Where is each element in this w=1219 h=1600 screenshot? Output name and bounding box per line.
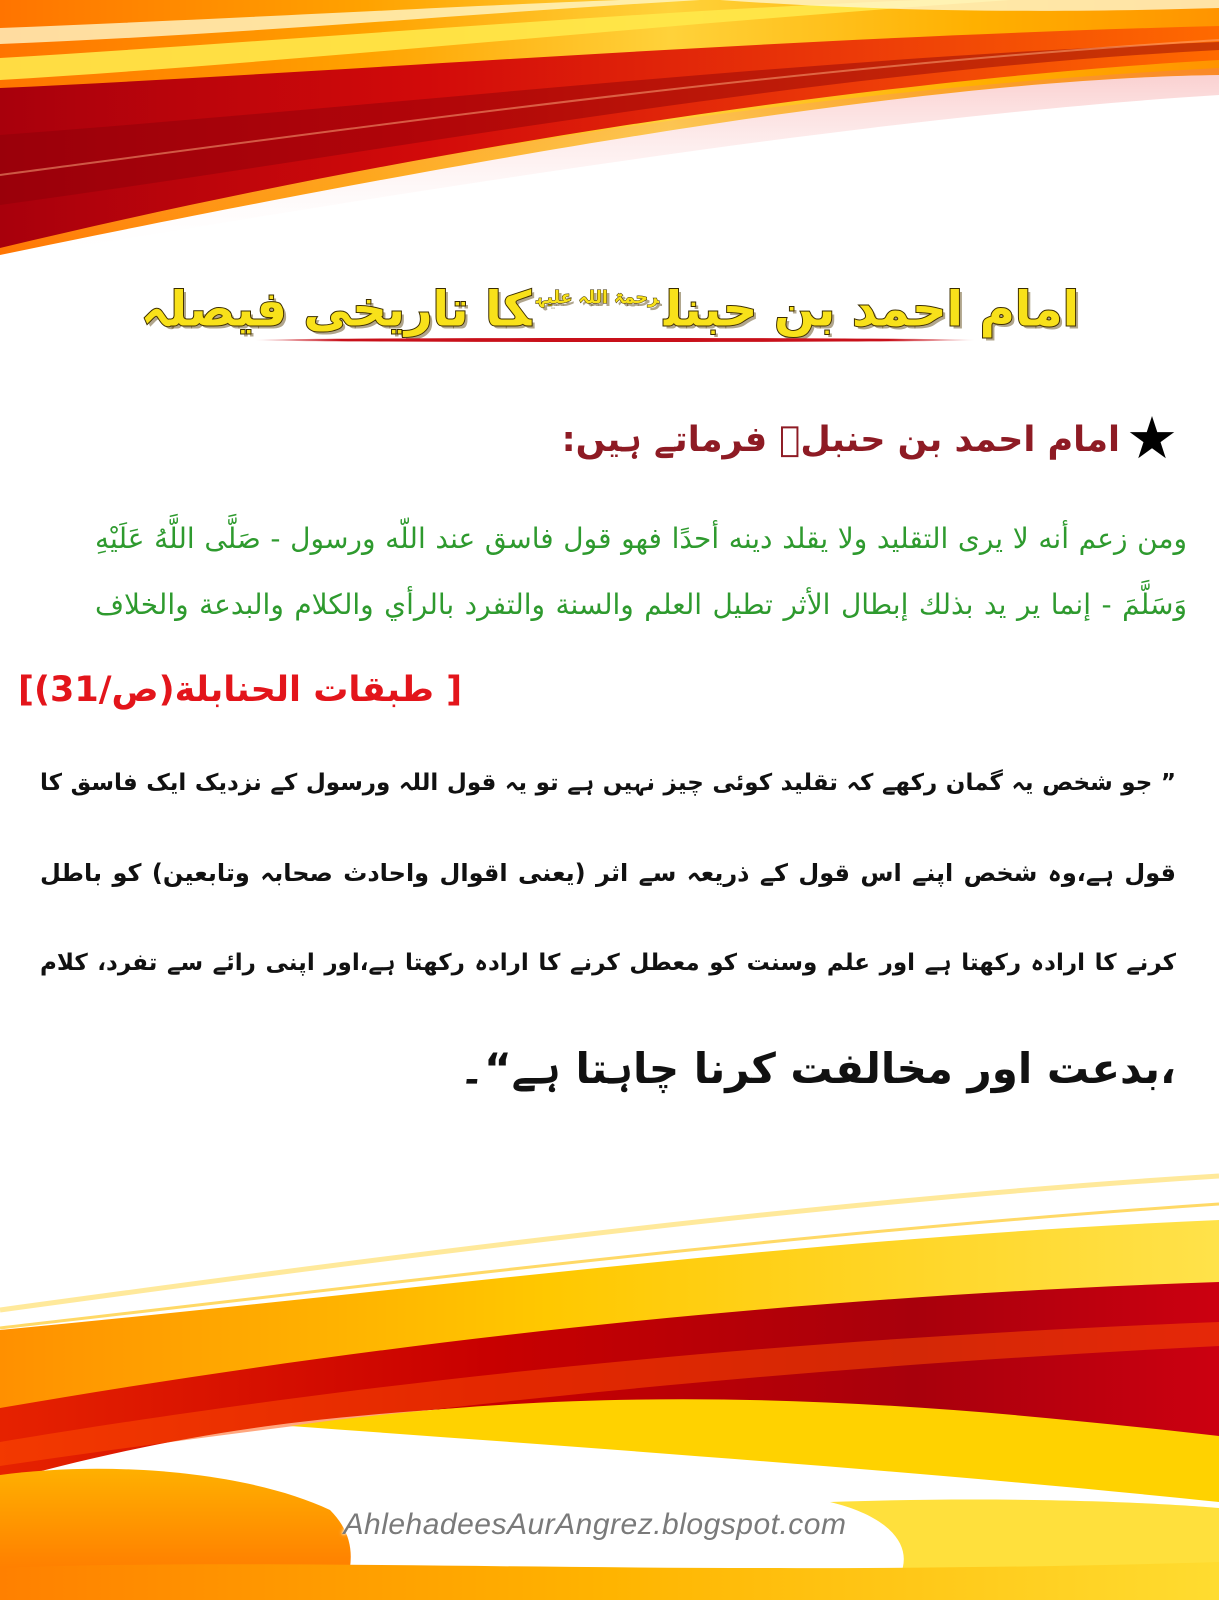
footer-website: AhlehadeesAurAngrez.blogspot.com xyxy=(343,1508,847,1541)
urdu-translation-line: ،بدعت اور مخالفت کرنا چاہتا ہے“۔ xyxy=(459,1044,1176,1093)
source-reference: [ طبقات الحنابلة(ص/31)] xyxy=(18,670,463,710)
star-icon xyxy=(1122,398,1182,478)
title-honorific: رحمۃ اللہ علیہ xyxy=(536,288,659,308)
title-underline xyxy=(255,338,975,342)
top-decorative-swoosh xyxy=(0,0,1219,260)
poster-title xyxy=(140,252,1080,344)
arabic-quote-line: وَسَلَّمَ - إنما ير يد بذلك إبطال الأثر تطيل العلم والسنة والتفرد بالرأي والكلام والبدعة والخلاف xyxy=(95,588,1187,621)
section-heading: امام احمد بن حنبلؒ فرماتے ہیں: xyxy=(561,420,1120,460)
urdu-translation-line: کرنے کا ارادہ رکھتا ہے اور علم وسنت کو معطل کرنے کا ارادہ رکھتا ہے،اور اپنی رائے سے تفرد، کلام xyxy=(40,950,1176,976)
urdu-translation-line: ” جو شخص یہ گمان رکھے کہ تقلید کوئی چیز نہیں ہے تو یہ قول اللہ ورسول کے نزدیک ایک فاسق کا xyxy=(40,770,1176,796)
title-name: امام احمد بن حبنل xyxy=(664,281,1080,338)
arabic-quote-line: ومن زعم أنه لا يرى التقليد ولا يقلد دينه أحدًا فهو قول فاسق عند اللّه ورسول - صَلَّى اللَّهُ عَلَيْهِ xyxy=(95,522,1187,555)
urdu-translation-line: قول ہے،وہ شخص اپنے اس قول کے ذریعہ سے اثر (یعنی اقوال واحادث صحابہ وتابعین) کو باطل xyxy=(40,859,1176,887)
title-suffix: کا تاریخی فیصلہ xyxy=(140,281,532,338)
